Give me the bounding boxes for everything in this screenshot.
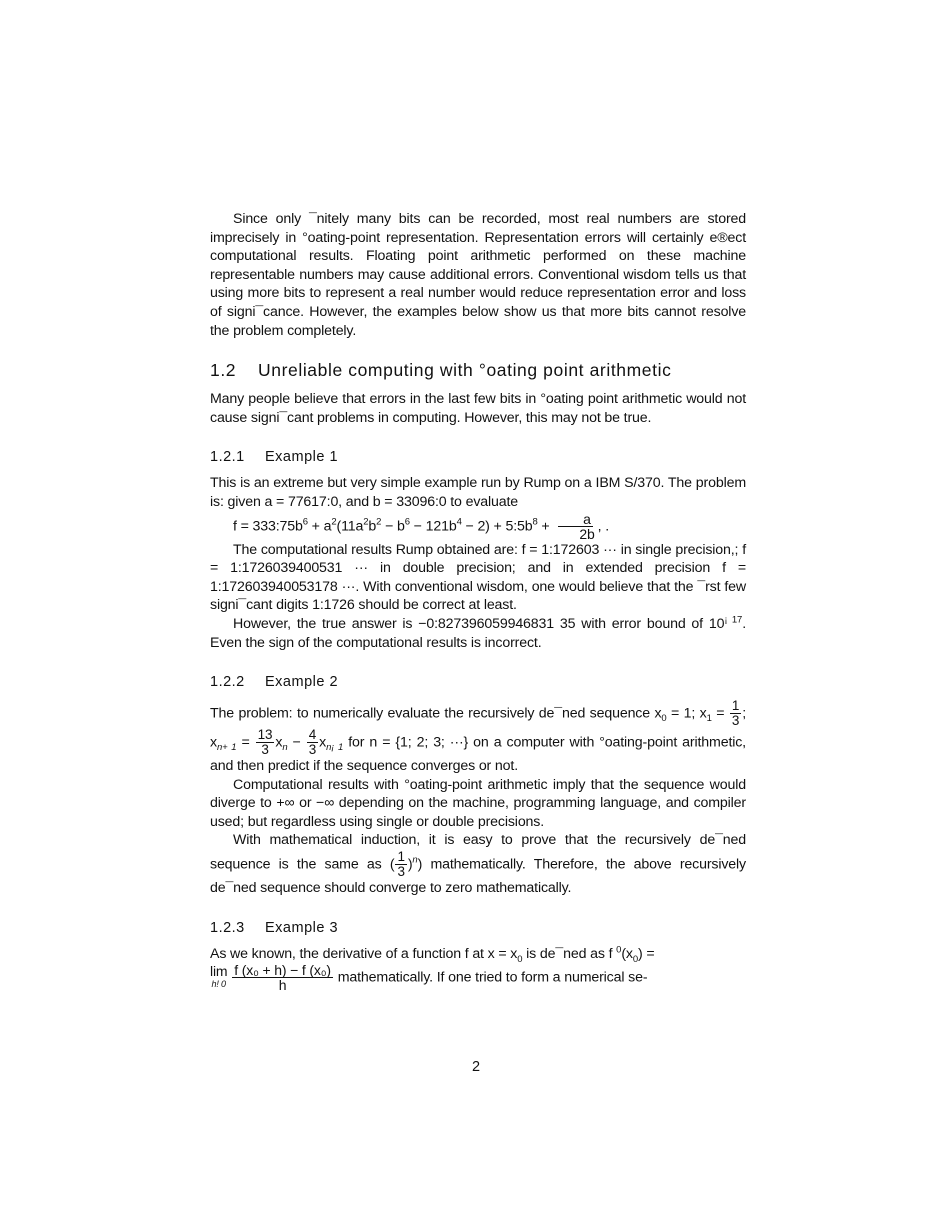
section-number: 1.2 — [210, 360, 237, 381]
exponent: ¡ 17 — [724, 614, 743, 626]
example2-paragraph-2: Computational results with °oating-point arithmetic imply that the sequence would diverge to +∞ or −∞ depending on the machine, programming language, and compiler used; but regardless using single or double precisions. — [210, 776, 746, 830]
subsection-heading-example1 — [210, 449, 746, 465]
subscript: 0 — [661, 713, 667, 725]
formula-part: − 2) + 5:5b — [461, 517, 533, 534]
fraction-four-thirds — [307, 728, 318, 757]
formula-part: + — [537, 517, 554, 534]
example1-paragraph-1: This is an extreme but very simple example run by Rump on a IBM S/370. The problem is: given a = 77617:0, and b = 33096:0 to evaluate — [210, 475, 746, 510]
formula-part: + a — [307, 517, 332, 534]
formula-exponent: 2 — [376, 516, 382, 528]
fraction-numerator: 1 — [397, 849, 405, 865]
text-run: − — [287, 734, 306, 751]
text-run: ) = — [637, 945, 655, 962]
subsection-number: 1.2.3 — [210, 919, 245, 936]
page-number: 2 — [471, 1059, 481, 1075]
text-run: mathematically. If one tried to form a numerical se- — [333, 969, 648, 986]
text-run: As we known, the derivative of a function f at x = x — [210, 945, 518, 962]
text-run: = — [711, 705, 729, 722]
fraction-thirteen-thirds — [256, 728, 275, 757]
example1-paragraph-2: The computational results Rump obtained are: f = 1:172603 ··· in single precision,; f = 1:1726039400531 ··· in double precision; and in extended precision f = 1:172603940053178 ···. With conventional wisdom, one would believe that the ¯rst few signi¯cant digits 1:1726 should be correct at least. — [210, 541, 746, 614]
subscript: 0 — [517, 953, 523, 965]
formula-exponent: 2 — [331, 516, 337, 528]
fraction-denominator: 3 — [261, 742, 269, 758]
formula-exponent: 2 — [363, 516, 369, 528]
fraction-numerator: 1 — [731, 698, 740, 714]
subscript: n¡ 1 — [326, 742, 344, 754]
example1-paragraph-3 — [210, 615, 746, 652]
section-heading — [210, 360, 746, 381]
fraction-denominator: 2b — [579, 525, 595, 542]
fraction-one-third — [730, 699, 741, 728]
subsection-title: Example 2 — [265, 674, 339, 691]
text-run: The problem: to numerically evaluate the recursively de¯ned sequence x — [210, 705, 662, 722]
text-run: However, the true answer is −0:827396059946831 35 with error bound of 10 — [233, 615, 725, 632]
subsection-number: 1.2.1 — [210, 449, 245, 466]
subsection-heading-example3 — [210, 920, 746, 936]
formula-exponent: 6 — [302, 516, 308, 528]
formula-part: (11a — [336, 517, 364, 534]
text-run: for n = {1; 2; 3; ···} on a computer with °oating-point arithmetic, and then predict if the sequence converges or not. — [210, 734, 746, 775]
formula-part: − b — [381, 517, 405, 534]
fraction-one-third — [395, 850, 406, 879]
formula-part: , . — [597, 517, 610, 534]
fraction-numerator: a — [558, 512, 593, 527]
subscript: n — [282, 742, 288, 754]
fraction-denominator: 3 — [397, 864, 405, 880]
text-run: (x — [621, 945, 633, 962]
difference-quotient — [232, 963, 333, 992]
fraction-denominator: 3 — [308, 742, 317, 758]
text-run: x — [319, 734, 327, 751]
text-run: = 1; x — [666, 705, 707, 722]
fraction-numerator: 4 — [308, 727, 317, 743]
fraction-numerator: f (x₀ + h) − f (x₀) — [234, 962, 331, 979]
text-run: ; x — [210, 705, 746, 751]
formula-part: − 121b — [409, 517, 457, 534]
subscript: 0 — [632, 953, 638, 965]
text-run: ) mathematically. Therefore, the above recursively de¯ned sequence should converge to zero mathematically. — [210, 856, 746, 897]
fraction-numerator: 13 — [257, 727, 273, 743]
section-paragraph: Many people believe that errors in the last few bits in °oating point arithmetic would not cause signi¯cant problems in computing. However, this may not be true. — [210, 391, 746, 426]
intro-paragraph: Since only ¯nitely many bits can be recorded, most real numbers are stored imprecisely in °oating-point representation. Representation errors will certainly e®ect computational results. Floating point arithmetic performed on these machine representable numbers may cause additional errors. Conventional wisdom tells us that using more bits to represent a real number would reduce representation error and loss of signi¯cance. However, the examples below show us that more bits cannot resolve the problem completely. — [210, 211, 746, 339]
limit-word: lim — [210, 962, 228, 979]
subscript: n+ 1 — [216, 742, 237, 754]
subscript: 1 — [706, 713, 712, 725]
fraction-a-over-2b — [554, 512, 596, 541]
example3-paragraph-1 — [210, 945, 746, 993]
limit-subscript: h! 0 — [211, 978, 226, 989]
subsection-number: 1.2.2 — [210, 674, 245, 691]
rump-formula — [210, 512, 746, 541]
text-run: x — [275, 734, 283, 751]
formula-exponent: 8 — [532, 516, 538, 528]
limit-operator — [210, 962, 228, 991]
prime-mark: 0 — [616, 943, 622, 955]
formula-part: f = 333:75b — [233, 517, 303, 534]
example2-paragraph-1 — [210, 699, 746, 776]
fraction-denominator: 3 — [731, 713, 740, 729]
text-run: is de¯ned as f — [522, 945, 617, 962]
section-title: Unreliable computing with °oating point arithmetic — [258, 360, 672, 381]
subsection-title: Example 1 — [265, 449, 339, 466]
example2-paragraph-3: With mathematical induction, it is easy to prove that the recursively de¯ned sequence is the same as ( $\frac{1}{3}$ )$^n$) mathematically. Therefore, the above recursively de¯ned sequence should converge to zero mathematically. — [210, 832, 746, 897]
formula-exponent: 4 — [456, 516, 462, 528]
fraction-denominator: h — [278, 977, 287, 994]
formula-exponent: 6 — [404, 516, 410, 528]
text-run: = — [236, 734, 255, 751]
formula-part: b — [368, 517, 377, 534]
subsection-heading-example2 — [210, 674, 746, 690]
text-run: With mathematical induction, it is easy to prove that the recursively de¯ned sequence is the same as ( — [210, 832, 746, 873]
subsection-title: Example 3 — [265, 919, 339, 936]
text-run: . Even the sign of the computational results is incorrect. — [210, 615, 746, 651]
page-body — [210, 210, 746, 992]
exponent: n — [412, 854, 418, 866]
